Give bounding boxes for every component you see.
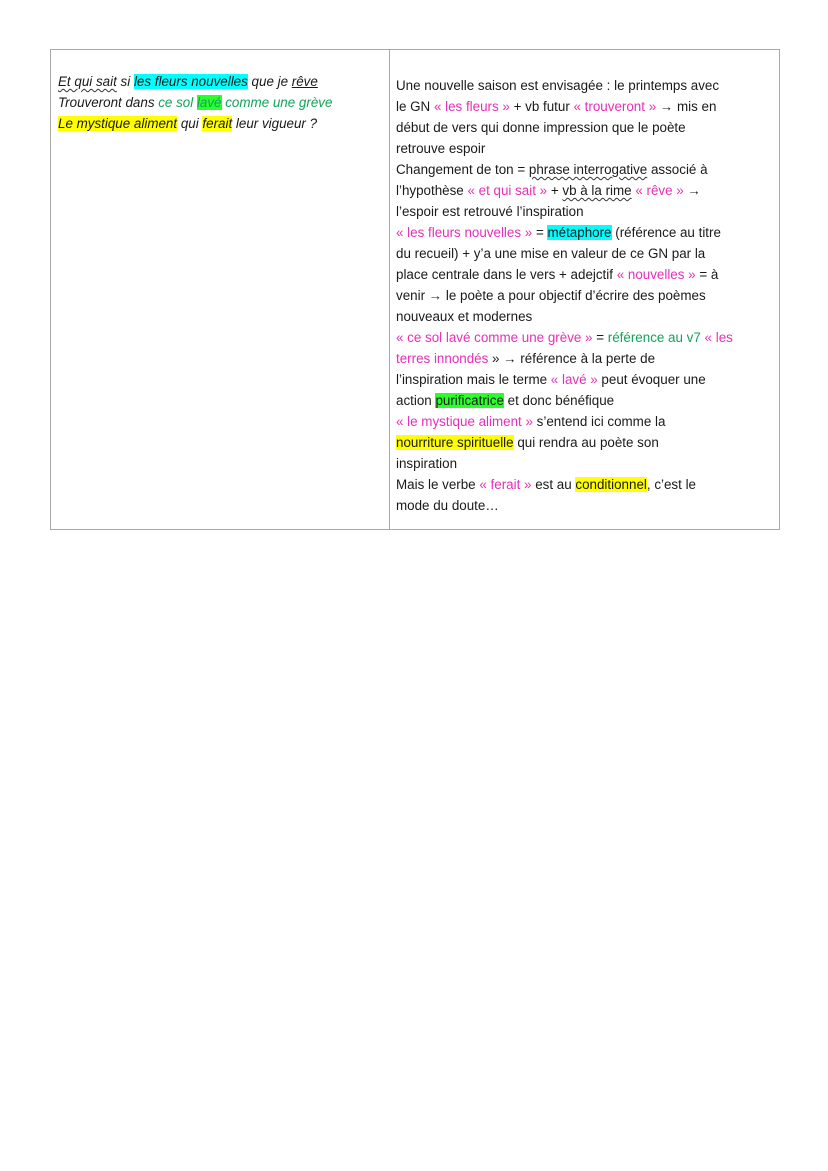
quote-pink: « lavé » [550,372,598,387]
poem-excerpt-cell [51,50,390,530]
text-run: → mis en [656,99,717,114]
text-run: » → référence à la perte de [488,351,656,366]
text-run: du recueil) + y’a une mise en valeur de ce GN par la [396,246,706,261]
highlight-yellow: Le mystique aliment [58,116,178,131]
quote-pink: « ferait » [479,477,532,492]
text-run: le GN [396,99,434,114]
poem-excerpt [51,50,389,134]
note-line [396,138,773,159]
quote-pink: « les [700,330,733,345]
poem-line-1 [58,71,383,92]
note-line [396,432,773,453]
highlight-cyan: les fleurs nouvelles [133,74,248,89]
highlight-yellow: ferait [202,116,233,131]
text-run: = [592,330,608,345]
text-run: nouveaux et modernes [396,309,533,324]
note-line [396,180,773,201]
poem-line-2 [58,92,383,113]
text-run: qui [177,116,203,131]
note-line [396,75,773,96]
green-text: référence au v7 [607,330,701,345]
analysis-notes [390,50,779,520]
text-run: début de vers qui donne impression que le poète [396,120,686,135]
note-line [396,264,773,285]
highlight-cyan: métaphore [547,225,612,240]
text-run: l’inspiration mais le terme [396,372,551,387]
text-run: , c’est le [646,477,696,492]
note-line [396,201,773,222]
note-line [396,348,773,369]
note-line [396,96,773,117]
text-run: Trouveront dans [58,95,159,110]
text-run: + vb futur [509,99,574,114]
text-run: action [396,393,436,408]
text-run: (référence au titre [611,225,721,240]
analysis-table [50,49,780,530]
quote-pink: « le mystique aliment » [396,414,533,429]
poem-line-3 [58,113,383,134]
text-run: s’entend ici comme la [532,414,666,429]
text-run: est au [531,477,576,492]
text-run: Une nouvelle saison est envisagée : le printemps avec [396,78,720,93]
underlined-phrase: phrase interrogative [528,162,648,177]
note-line [396,390,773,411]
text-run: = à [695,267,719,282]
underlined-phrase: Et qui sait [58,74,117,89]
green-text: ce sol [158,95,197,110]
text-run: peut évoquer une [597,372,706,387]
table-row [51,50,780,530]
note-line [396,285,773,306]
green-text: comme une grève [221,95,333,110]
quote-pink: terres innondés [396,351,489,366]
text-run: et donc bénéfique [503,393,615,408]
note-line [396,159,773,180]
text-run: l’hypothèse [396,183,468,198]
text-run: mode du doute… [396,498,499,513]
analysis-notes-cell [390,50,780,530]
quote-pink: « trouveront » [573,99,657,114]
text-run: venir → le poète a pour objectif d’écrire des poèmes [396,288,706,303]
underlined-word: rêve [291,74,318,89]
quote-pink: « rêve » [635,183,684,198]
quote-pink: « nouvelles » [616,267,696,282]
note-line [396,495,773,516]
note-line [396,222,773,243]
quote-pink: « ce sol lavé comme une grève » [396,330,593,345]
highlight-yellow: conditionnel [575,477,647,492]
highlight-green: purificatrice [435,393,504,408]
quote-pink: « les fleurs nouvelles » [396,225,533,240]
note-line [396,243,773,264]
text-run: inspiration [396,456,458,471]
text-run: qui rendra au poète son [513,435,659,450]
text-run: Mais le verbe [396,477,480,492]
note-line [396,474,773,495]
text-run: place centrale dans le vers + adejctif [396,267,617,282]
text-run: Changement de ton = [396,162,529,177]
text-run: si [116,74,134,89]
text-run: → [683,183,701,198]
quote-pink: « les fleurs » [433,99,510,114]
underlined-phrase: vb à la rime [562,183,632,198]
text-run: + [547,183,563,198]
note-line [396,117,773,138]
note-line [396,453,773,474]
text-run: que je [247,74,292,89]
text-run: associé à [647,162,708,177]
text-run: leur vigueur ? [232,116,318,131]
note-line [396,369,773,390]
note-line [396,327,773,348]
note-line [396,411,773,432]
text-run: = [532,225,548,240]
text-run: l’espoir est retrouvé l’inspiration [396,204,584,219]
highlight-yellow: nourriture spirituelle [396,435,514,450]
highlight-green: lavé [196,95,222,110]
quote-pink: « et qui sait » [467,183,548,198]
text-run: retrouve espoir [396,141,486,156]
note-line [396,306,773,327]
